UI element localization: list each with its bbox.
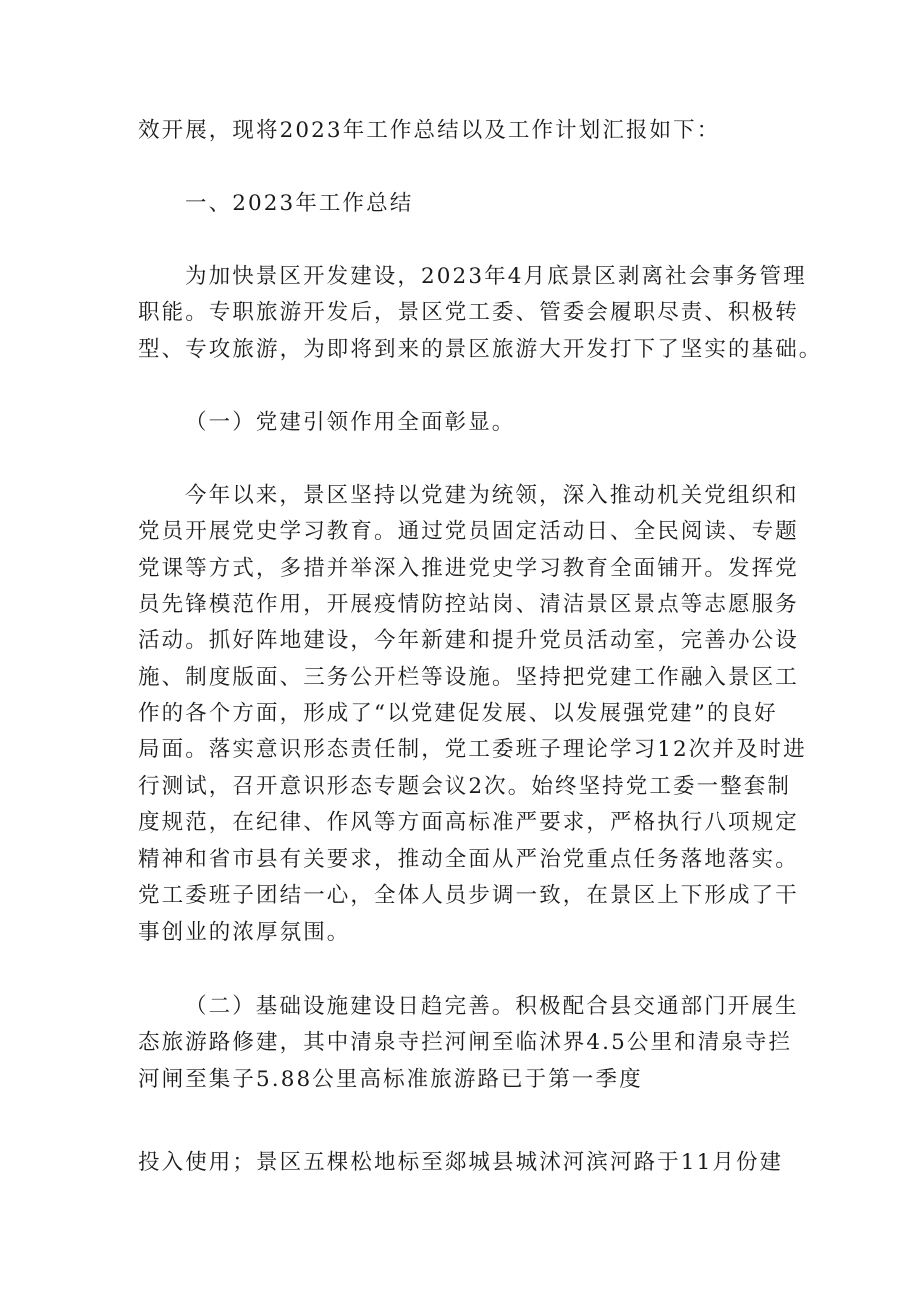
sub1-heading: （一）党建引领作用全面彰显。 xyxy=(185,410,516,435)
para2-line-5: 活动。抓好阵地建设，今年新建和提升党员活动室，完善办公设 xyxy=(138,628,799,653)
para2-line-2: 党员开展党史学习教育。通过党员固定活动日、全民阅读、专题 xyxy=(138,519,799,544)
para2-line-8: 局面。落实意识形态责任制，党工委班子理论学习12次并及时进 xyxy=(138,737,807,762)
para1-line-3: 型、专攻旅游，为即将到来的景区旅游大开发打下了坚实的基础。 xyxy=(138,337,823,362)
para2-line-7: 作的各个方面，形成了“以党建促发展、以发展强党建”的良好 xyxy=(138,701,778,726)
para3-line-1: （二）基础设施建设日趋完善。积极配合县交通部门开展生 xyxy=(185,994,799,1019)
para2-line-12: 党工委班子团结一心，全体人员步调一致，在景区上下形成了干 xyxy=(138,883,799,908)
para2-line-1: 今年以来，景区坚持以党建为统领，深入推动机关党组织和 xyxy=(185,483,799,508)
para1-line-2: 职能。专职旅游开发后，景区党工委、管委会履职尽责、积极转 xyxy=(138,300,799,325)
para2-line-4: 员先锋模范作用，开展疫情防控站岗、清洁景区景点等志愿服务 xyxy=(138,592,799,617)
para3-line-3: 河闸至集子5.88公里高标准旅游路已于第一季度 xyxy=(138,1067,643,1092)
para2-line-13: 事创业的浓厚氛围。 xyxy=(138,920,351,945)
section1-heading: 一、2023年工作总结 xyxy=(185,191,414,216)
intro-tail-line: 效开展，现将2023年工作总结以及工作计划汇报如下： xyxy=(138,118,721,143)
para2-line-11: 精神和省市县有关要求，推动全面从严治党重点任务落地落实。 xyxy=(138,847,799,872)
para2-line-9: 行测试，召开意识形态专题会议2次。始终坚持党工委一整套制 xyxy=(138,774,791,799)
para1-line-1: 为加快景区开发建设，2023年4月底景区剥离社会事务管理 xyxy=(185,264,807,289)
para2-line-10: 度规范，在纪律、作风等方面高标准严要求，严格执行八项规定 xyxy=(138,810,799,835)
para4-line-1: 投入使用；景区五棵松地标至郯城县城沭河滨河路于11月份建 xyxy=(138,1150,784,1175)
para2-line-6: 施、制度版面、三务公开栏等设施。坚持把党建工作融入景区工 xyxy=(138,665,799,690)
para2-line-3: 党课等方式，多措并举深入推进党史学习教育全面铺开。发挥党 xyxy=(138,556,799,581)
para3-line-2: 态旅游路修建，其中清泉寺拦河闸至临沭界4.5公里和清泉寺拦 xyxy=(138,1030,793,1055)
